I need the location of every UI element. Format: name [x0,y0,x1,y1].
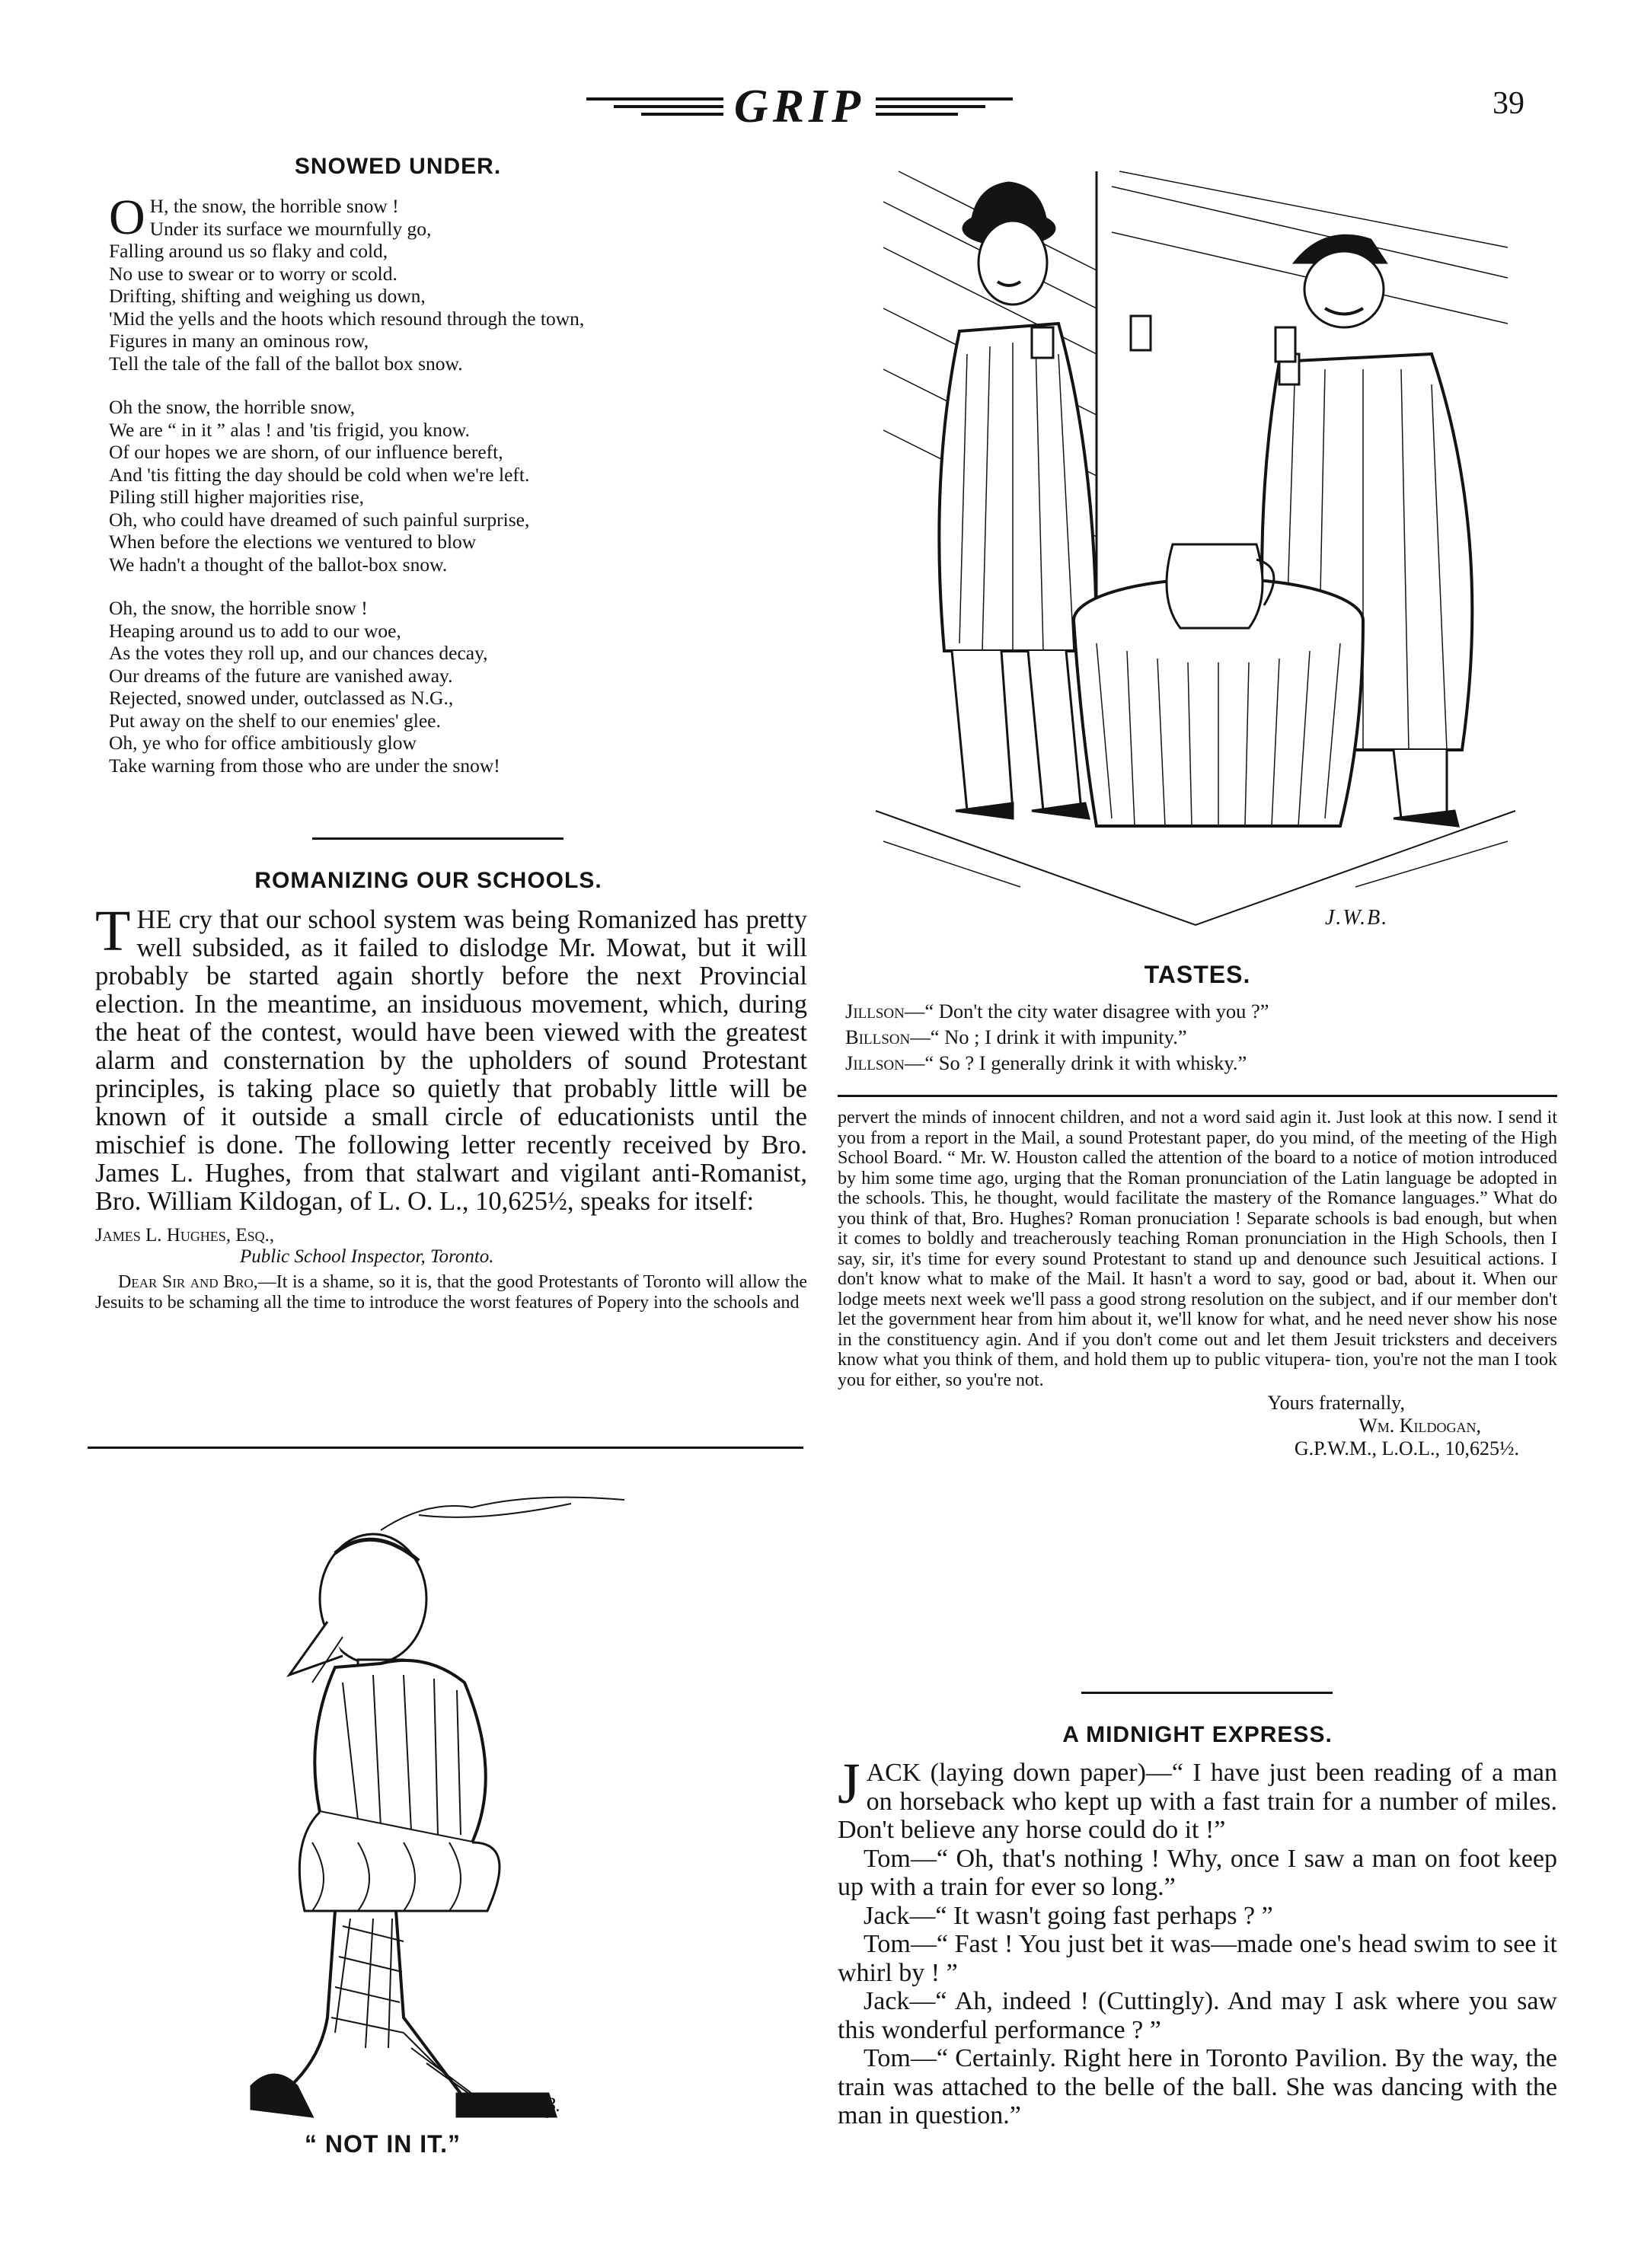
poem-line: Oh, the snow, the horrible snow ! [109,597,368,619]
express-paragraph: ACK (laying down paper)—“ I have just been reading of a man on horseback who kept up with a fast train for a number of miles. Don't believe any horse could do it !” [838,1759,1557,1844]
express-paragraph: Tom—“ Fast ! You just bet it was—made one's head swim to see it whirl by ! ” [838,1930,1557,1987]
dialogue-text: —“ So ? I generally drink it with whisky.” [904,1051,1247,1074]
tastes-title: TASTES. [1144,961,1251,988]
letter-salutation: Dear Sir and Bro, [118,1272,258,1292]
poem-line: Our dreams of the future are vanished away. [109,664,453,687]
midnight-express-article [838,1722,1557,2130]
two-men-drinking-drawing [868,156,1523,940]
poem-line: Of our hopes we are shorn, of our influence bereft, [109,441,503,463]
poem-line: Rejected, snowed under, outclassed as N.G., [109,687,454,709]
poem-line: And 'tis fitting the day should be cold when we're left. [109,463,530,486]
romanizing-title: ROMANIZING OUR SCHOOLS. [254,868,602,893]
midnight-express-title: A MIDNIGHT EXPRESS. [1062,1722,1333,1747]
romanizing-body: HE cry that our school system was being Romanized has pretty well subsided, as it failed to dislodge Mr. Mowat, but it will probably be started again shortly before the next Provincial election. In the meantime, an insiduous movement, which, during the heat of the contest, would have been viewed with the greatest alarm and consternation by the upholders of sound Protestant principles, is taking place so quietly that probably little will be known of it outside a small circle of educationists until the mischief is done. The following letter recently received by Bro. James L. Hughes, from that stalwart and vigilant anti-Romanist, Bro. William Kildogan, of L. O. L., 10,625½, speaks for itself: [95,905,807,1216]
section-divider [1081,1692,1333,1694]
midnight-express-body [838,1752,1557,2130]
tastes-caption [838,961,1557,1076]
tastes-signature: J.W.B. [1325,906,1389,930]
poem-line: Tell the tale of the fall of the ballot box snow. [109,352,463,375]
express-paragraph: Tom—“ Certainly. Right here in Toronto Pavilion. By the way, the train was attached to the belle of the ball. She was dancing with the man in question.” [838,2044,1557,2129]
letter-signature-name: Wm. Kildogan, [1358,1415,1481,1437]
midnight-express-dropcap: J [838,1752,860,1816]
romanizing-dropcap: T [95,899,131,963]
poem-line: No use to swear or to worry or scold. [109,262,397,285]
poem-line: Under its surface we mournfully go, [149,217,432,240]
masthead-left-ornament [586,97,723,116]
poem-line: Take warning from those who are under the snow! [109,754,500,777]
section-divider [312,837,563,840]
dialogue-text: —“ No ; I drink it with impunity.” [910,1026,1187,1048]
dialogue-line [845,1050,1557,1076]
snowed-under-title: SNOWED UNDER. [294,154,502,179]
poem-stanza [109,396,807,576]
dialogue-line [845,1024,1557,1050]
poem-line: We hadn't a thought of the ballot-box snow. [109,553,448,576]
letter-addressee-title: Public School Inspector, Toronto. [240,1246,494,1267]
poem-line: Heaping around us to add to our woe, [109,619,401,642]
letter-signature-title: G.P.W.M., L.O.L., 10,625½. [1294,1437,1519,1459]
express-paragraph: Jack—“ Ah, indeed ! (Cuttingly). And may I ask where you saw this wonderful performance ? ” [838,1987,1557,2044]
tastes-illustration [868,156,1523,940]
romanizing-article [95,868,807,1313]
masthead-right-ornament [876,97,1013,116]
letter-opening [95,1272,807,1313]
poem-line: Figures in many an ominous row, [109,330,369,352]
poem-line: Drifting, shifting and weighing us down, [109,285,426,307]
letter-part2: pervert the minds of innocent children, and not a word said agin it. Just look at this now. I send it you from a report in the Mail, a sound Protestant paper, do you mind, of the meeting of the High School Board. “ Mr. W. Houston called the attention of the board to a notice of motion introduced by him some time ago, urging that the Roman pronunciation of the Latin language be adopted in the schools. This, he thought, would facilitate the mastery of the Romance languages.” What do you think of that, Bro. Hughes? Roman pronuciation ! Separate schools is bad enough, but when it comes to boldly and treacherously teaching Roman pronunciation in the High Schools, then I say, sir, it's time for every sound Protestant to stand up and denounce such Jesuitical actions. I don't know what to make of the Mail. It hasn't a word to say, good or bad, about it. When our lodge meets next week we'll pass a good strong resolution on the subject, and if our member don't let the government hear from him about it, we'll know for what, and he need never show his nose in the constituency agin. And if you don't come out and let them Jesuit tricksters and deceivers know what you think of them, and hold them up to public vitupera- tion, you're not the man I took you for either, so you're not. [838,1108,1557,1390]
not-in-it-illustration [228,1485,655,2158]
dialogue-line [845,998,1557,1024]
dialogue-speaker: Billson [845,1026,911,1048]
poem-line: Piling still higher majorities rise, [109,486,365,508]
poem-line: Put away on the shelf to our enemies' glee. [109,709,441,732]
poem-line: Oh the snow, the horrible snow, [109,396,356,418]
dialogue-speaker: Jillson [845,1051,905,1074]
poem-stanza [109,190,807,375]
running-man-drawing [228,1485,655,2147]
dialogue-speaker: Jillson [845,1000,905,1022]
not-in-it-caption: “ NOT IN IT.” [305,2130,461,2158]
poem-dropcap: O [109,190,145,245]
snowed-under-article [95,154,807,777]
illustration-signature: J.W.B. [510,2094,561,2116]
letter-addressee: James L. Hughes, Esq., [95,1225,275,1246]
poem-line: Falling around us so flaky and cold, [109,240,388,262]
poem-line: Oh, ye who for office ambitiously glow [109,732,417,754]
poem-line: Oh, who could have dreamed of such painful surprise, [109,508,530,531]
letter-continuation [838,1108,1557,1460]
letter-closing: Yours fraternally, [1267,1392,1405,1414]
express-paragraph: Jack—“ It wasn't going fast perhaps ? ” [864,1901,1273,1930]
poem-line: H, the snow, the horrible snow ! [149,195,399,217]
dialogue-text: —“ Don't the city water disagree with you ?” [904,1000,1269,1022]
tastes-dialogue [838,998,1557,1076]
poem-line: We are “ in it ” alas ! and 'tis frigid, you know. [109,418,470,441]
publication-title: GRIP [733,81,866,132]
poem-stanza [109,597,807,777]
romanizing-intro [95,899,807,1216]
letter-part1: —It is a shame, so it is, that the good Protestants of Toronto will allow the Jesuits to be schaming all the time to introduce the worst features of Popery into the schools and [95,1272,807,1313]
letter-address [95,1225,807,1268]
poem-line: 'Mid the yells and the hoots which resound through the town, [109,307,585,330]
snowed-under-poem [95,190,807,777]
poem-line: When before the elections we ventured to blow [109,531,477,553]
express-paragraph: Tom—“ Oh, that's nothing ! Why, once I saw a man on foot keep up with a train for ever so long.” [838,1844,1557,1901]
masthead [533,76,1066,137]
poem-line: As the votes they roll up, and our chances decay, [109,642,488,664]
page-number: 39 [1493,86,1524,121]
column-divider [838,1095,1557,1097]
column-divider [88,1447,803,1449]
